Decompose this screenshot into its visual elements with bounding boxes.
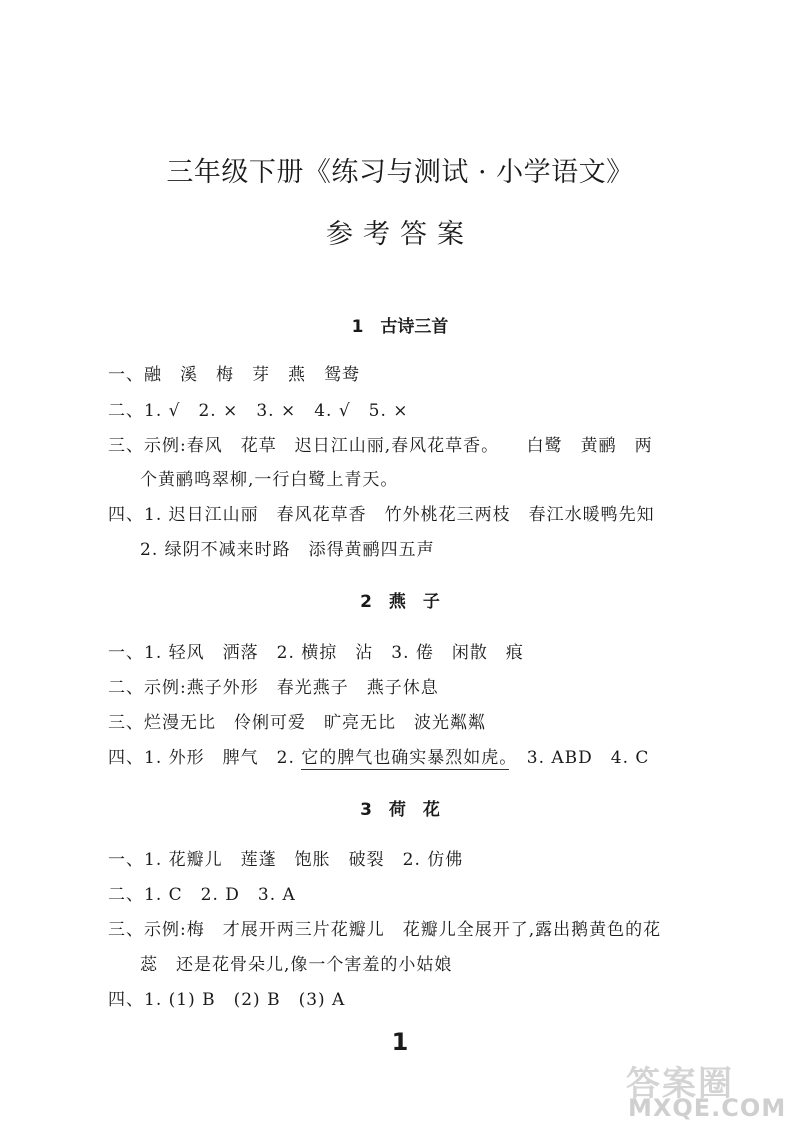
answer-text: 烂漫无比 伶俐可爱 旷亮无比 波光粼粼 — [144, 713, 486, 733]
answer-label: 一、 — [108, 850, 144, 870]
page-subtitle: 参考答案 — [326, 219, 474, 250]
answer-line-continued — [140, 535, 740, 560]
answer-text: 1. 轻风 洒落 2. 横掠 沾 3. 倦 闲散 痕 — [144, 643, 524, 663]
answer-text: 示例:燕子外形 春光燕子 燕子休息 — [144, 678, 439, 698]
answer-label: 四、 — [108, 748, 144, 768]
answer-text: 2. 绿阴不减来时路 添得黄鹂四五声 — [140, 540, 435, 560]
answer-line — [108, 880, 708, 905]
answer-text: 个黄鹂鸣翠柳,一行白鹭上青天。 — [140, 470, 399, 490]
answer-line — [108, 743, 708, 768]
answer-line — [108, 915, 708, 940]
answer-text: 1. (1) B (2) B (3) A — [144, 990, 346, 1010]
answer-line — [108, 500, 708, 525]
section-heading-3: 3 荷 花 — [360, 800, 440, 820]
page-title: 三年级下册《练习与测试 · 小学语文》 — [166, 157, 634, 188]
watermark-logo — [620, 1056, 790, 1122]
answer-line — [108, 431, 708, 456]
answer-label: 三、 — [108, 436, 144, 456]
answer-text: 1. 外形 脾气 2. — [144, 748, 302, 768]
answer-label: 一、 — [108, 365, 144, 385]
answer-label: 三、 — [108, 920, 144, 940]
answer-text: 1. 花瓣儿 莲蓬 饱胀 破裂 2. 仿佛 — [144, 850, 464, 870]
underlined-answer: 它的脾气也确实暴烈如虎。 — [301, 748, 509, 768]
watermark-url: MXQE.COM — [628, 1094, 787, 1122]
answer-label: 二、 — [108, 885, 144, 905]
answer-text: 蕊 还是花骨朵儿,像一个害羞的小姑娘 — [140, 955, 453, 975]
answer-line-continued — [140, 465, 740, 490]
answer-label: 二、 — [108, 678, 144, 698]
answer-line — [108, 845, 708, 870]
answer-label: 三、 — [108, 713, 144, 733]
answer-line — [108, 360, 708, 385]
watermark-logo-text: 答案圈 — [626, 1064, 734, 1104]
answer-line — [108, 673, 708, 698]
answer-line — [108, 396, 708, 421]
answer-line — [108, 985, 708, 1010]
answer-label: 一、 — [108, 643, 144, 663]
answer-label: 四、 — [108, 990, 144, 1010]
answer-text: 示例:梅 才展开两三片花瓣儿 花瓣儿全展开了,露出鹅黄色的花 — [144, 920, 662, 940]
answer-line-continued — [140, 950, 740, 975]
answer-text: 融 溪 梅 芽 燕 鸳鸯 — [144, 365, 360, 385]
answer-line — [108, 708, 708, 733]
page-number: 1 — [391, 1028, 409, 1056]
section-heading-1: 1 古诗三首 — [351, 317, 449, 337]
answer-text: 1. √ 2. × 3. × 4. √ 5. × — [144, 401, 409, 421]
answer-label: 四、 — [108, 505, 144, 525]
answer-text: 3. ABD 4. C — [508, 748, 650, 768]
answer-text: 示例:春风 花草 迟日江山丽,春风花草香。 白鹭 黄鹂 两 — [144, 436, 653, 456]
answer-text: 1. C 2. D 3. A — [144, 885, 296, 905]
answer-line — [108, 638, 708, 663]
answer-label: 二、 — [108, 401, 144, 421]
answer-text: 1. 迟日江山丽 春风花草香 竹外桃花三两枝 春江水暖鸭先知 — [144, 505, 655, 525]
section-heading-2: 2 燕 子 — [360, 592, 440, 612]
